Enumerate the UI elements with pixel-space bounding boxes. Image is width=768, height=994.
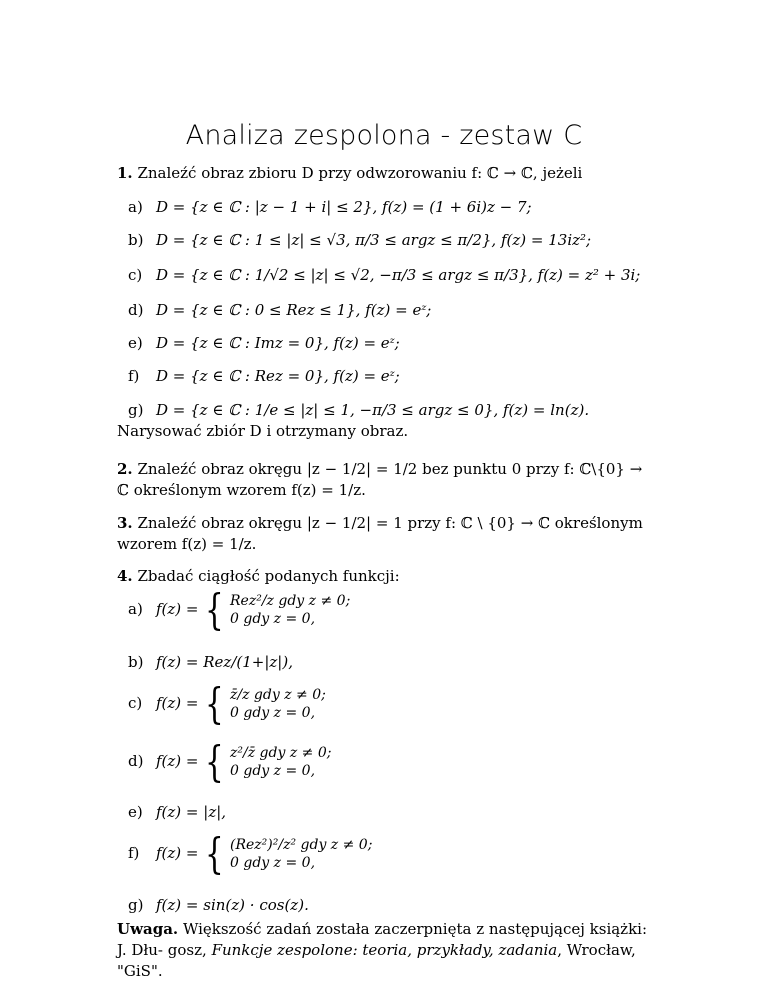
- item-label: g): [128, 896, 144, 914]
- exercise-1-item: [128, 265, 640, 285]
- note-text-2b: , Wrocław, "GiS".: [117, 941, 636, 980]
- exercise-4-text: Zbadać ciągłość podanych funkcji:: [137, 567, 400, 585]
- case-2: 0 gdy z = 0,: [230, 705, 316, 721]
- item-formula: D = {z ∈ ℂ : Imz = 0}, f(z) = eᶻ;: [156, 334, 400, 352]
- exercise-1-outro: Narysować zbiór D i otrzymany obraz.: [117, 422, 409, 440]
- item-formula: D = {z ∈ ℂ : 1/e ≤ |z| ≤ 1, −π/3 ≤ argz ≤ 0}, f(z) = ln(z).: [156, 401, 590, 419]
- exercise-1-item: [128, 366, 400, 386]
- item-lhs: f(z) = |z|,: [156, 803, 227, 821]
- item-label: a): [128, 198, 143, 216]
- note-text-2a: gosz,: [167, 941, 212, 959]
- item-label: f): [128, 367, 140, 385]
- page-title: Analiza zespolona - zestaw C: [185, 120, 583, 151]
- left-brace-icon: {: [205, 585, 225, 634]
- exercise-4-item: [128, 895, 309, 915]
- item-formula: D = {z ∈ ℂ : 1/√2 ≤ |z| ≤ √2, −π/3 ≤ argz ≤ π/3}, f(z) = z² + 3i;: [156, 266, 641, 284]
- exercise-4-item: [128, 829, 373, 878]
- case-2: 0 gdy z = 0,: [230, 855, 316, 871]
- note-book-title: Funkcje zespolone: teoria, przykłady, zadania: [211, 941, 558, 959]
- item-formula: D = {z ∈ ℂ : 0 ≤ Rez ≤ 1}, f(z) = eᶻ;: [156, 301, 432, 319]
- item-lhs: f(z) = Rez/(1+|z|),: [156, 653, 293, 671]
- left-brace-icon: {: [205, 679, 225, 728]
- exercise-2-text: Znaleźć obraz okręgu |z − 1/2| = 1/2 bez punktu 0 przy f: ℂ\{0} → ℂ określonym wzorem f(z) = 1/z.: [117, 460, 643, 499]
- exercise-4-item: [128, 737, 332, 786]
- exercise-2: [117, 459, 651, 501]
- item-label: c): [128, 266, 143, 284]
- item-lhs: f(z) = sin(z) · cos(z).: [156, 896, 309, 914]
- exercise-1-item: [128, 400, 589, 420]
- exercise-3: [117, 513, 651, 555]
- note: [117, 919, 651, 982]
- item-label: e): [128, 334, 143, 352]
- case-1: z̄/z gdy z ≠ 0;: [230, 687, 326, 703]
- note-label: Uwaga.: [117, 920, 179, 938]
- case-2: 0 gdy z = 0,: [230, 611, 316, 627]
- cases: [230, 686, 326, 722]
- item-lhs: f(z) =: [156, 752, 199, 770]
- exercise-4-number: 4.: [117, 567, 133, 585]
- exercise-4-item: [128, 802, 226, 822]
- exercise-4-item: [128, 585, 351, 634]
- cases: [230, 744, 331, 780]
- exercise-3-text: Znaleźć obraz okręgu |z − 1/2| = 1 przy f: ℂ \ {0} → ℂ określonym wzorem f(z) = 1/z.: [117, 514, 643, 553]
- item-formula: D = {z ∈ ℂ : |z − 1 + i| ≤ 2}, f(z) = (1 + 6i)z − 7;: [156, 198, 532, 216]
- exercise-1-item: [128, 333, 400, 353]
- item-label: d): [128, 752, 144, 770]
- left-brace-icon: {: [205, 737, 225, 786]
- item-label: b): [128, 231, 144, 249]
- exercise-1-item: [128, 300, 431, 320]
- item-formula: D = {z ∈ ℂ : Rez = 0}, f(z) = eᶻ;: [156, 367, 400, 385]
- exercise-4-item: [128, 679, 326, 728]
- exercise-1-text: Znaleźć obraz zbioru D przy odwzorowaniu f: ℂ → ℂ, jeżeli: [137, 164, 583, 182]
- case-1: (Rez²)²/z² gdy z ≠ 0;: [230, 837, 373, 853]
- case-2: 0 gdy z = 0,: [230, 763, 316, 779]
- item-label: g): [128, 401, 144, 419]
- cases: [230, 836, 372, 872]
- item-lhs: f(z) =: [156, 694, 199, 712]
- exercise-3-number: 3.: [117, 514, 133, 532]
- exercise-4-item: [128, 652, 293, 672]
- cases: [230, 592, 350, 628]
- item-lhs: f(z) =: [156, 600, 199, 618]
- item-label: d): [128, 301, 144, 319]
- note-text-1: Większość zadań została zaczerpnięta z następującej książki: J. Dłu-: [117, 920, 648, 959]
- item-label: c): [128, 694, 143, 712]
- item-lhs: f(z) =: [156, 844, 199, 862]
- item-label: b): [128, 653, 144, 671]
- item-label: e): [128, 803, 143, 821]
- exercise-2-number: 2.: [117, 460, 133, 478]
- case-1: Rez²/z gdy z ≠ 0;: [230, 593, 351, 609]
- item-label: f): [128, 844, 140, 862]
- exercise-1-intro: [117, 163, 582, 183]
- left-brace-icon: {: [205, 829, 225, 878]
- case-1: z²/z̄ gdy z ≠ 0;: [230, 745, 332, 761]
- exercise-1-number: 1.: [117, 164, 133, 182]
- exercise-4-intro: [117, 566, 400, 586]
- item-formula: D = {z ∈ ℂ : 1 ≤ |z| ≤ √3, π/3 ≤ argz ≤ π/2}, f(z) = 13iz²;: [156, 231, 592, 249]
- exercise-1-item: [128, 197, 532, 217]
- item-label: a): [128, 600, 143, 618]
- exercise-1-item: [128, 230, 591, 250]
